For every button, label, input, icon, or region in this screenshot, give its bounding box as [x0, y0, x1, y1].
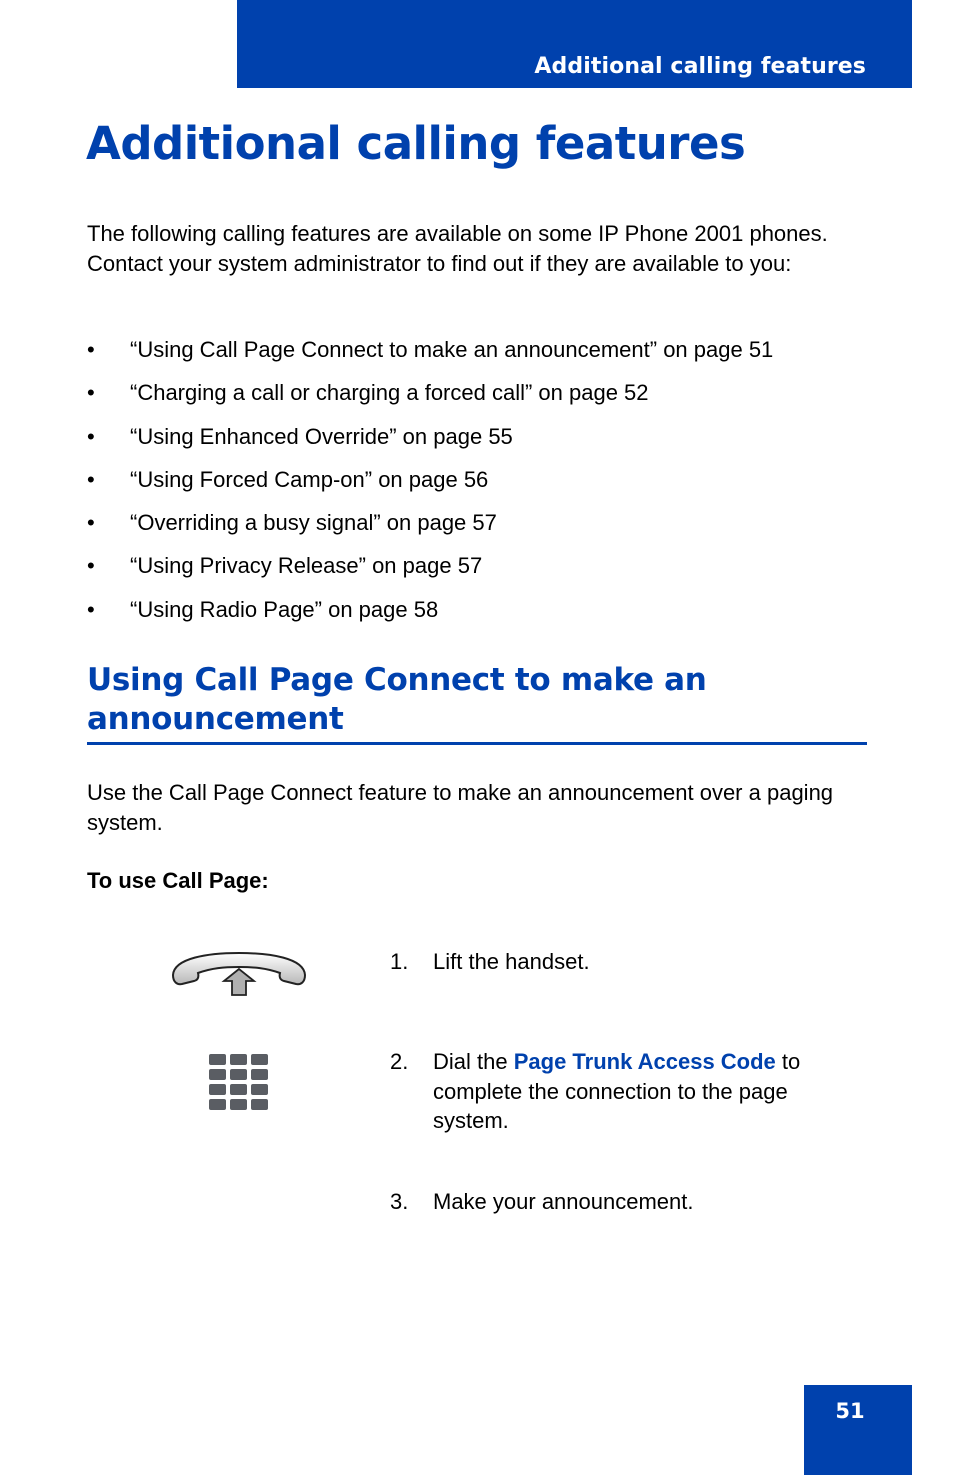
intro-paragraph: The following calling features are available on some IP Phone 2001 phones. Contact your system administrator to find out if they are available to you:: [87, 221, 828, 276]
page-number: 51: [835, 1399, 865, 1423]
step-number: 1.: [390, 949, 409, 974]
step-text-pre: Dial the: [433, 1049, 514, 1074]
feature-link[interactable]: “Using Enhanced Override” on page 55: [130, 423, 513, 449]
feature-link[interactable]: “Using Call Page Connect to make an announcement” on page 51: [130, 337, 774, 362]
section-body: Use the Call Page Connect feature to make an announcement over a paging system.: [87, 780, 834, 835]
section-divider: [87, 742, 867, 745]
section-title-line: announcement: [87, 700, 344, 737]
bullet-marker: •: [87, 553, 95, 579]
step-text-post: to complete the connection to the page system.: [433, 1049, 801, 1133]
step-text: Make your announcement.: [433, 1189, 694, 1214]
feature-list: [87, 335, 877, 638]
running-header-bar: [237, 0, 912, 88]
page-number-box: [804, 1385, 912, 1475]
step-number: 2.: [390, 1049, 409, 1074]
step-number: 3.: [390, 1189, 409, 1214]
section-title: [87, 661, 867, 738]
step-text: [433, 1047, 863, 1136]
feature-link[interactable]: “Charging a call or charging a forced call” on page 52: [130, 380, 649, 406]
list-item[interactable]: [87, 422, 877, 465]
list-item[interactable]: [87, 508, 877, 551]
feature-link[interactable]: “Using Forced Camp-on” on page 56: [130, 466, 489, 492]
list-item[interactable]: [87, 378, 877, 421]
bullet-marker: •: [87, 596, 95, 622]
procedure-title: To use Call Page:: [87, 868, 269, 893]
list-item[interactable]: [87, 551, 877, 594]
keypad-icon: [208, 1053, 270, 1113]
running-header-title: Additional calling features: [534, 54, 866, 79]
list-item[interactable]: [87, 335, 877, 378]
step-text: Lift the handset.: [433, 949, 590, 974]
bullet-marker: •: [87, 380, 95, 406]
feature-link[interactable]: “Using Radio Page” on page 58: [130, 596, 439, 622]
bullet-marker: •: [87, 466, 95, 492]
page-trunk-access-code-keyword: Page Trunk Access Code: [513, 1049, 776, 1074]
bullet-marker: •: [87, 423, 95, 449]
handset-lift-icon: [168, 948, 310, 998]
bullet-marker: •: [87, 510, 95, 536]
list-item[interactable]: [87, 595, 877, 638]
feature-link[interactable]: “Overriding a busy signal” on page 57: [130, 510, 497, 536]
list-item[interactable]: [87, 465, 877, 508]
bullet-marker: •: [87, 337, 95, 362]
feature-link[interactable]: “Using Privacy Release” on page 57: [130, 553, 483, 579]
section-title-line: Using Call Page Connect to make an: [87, 662, 707, 698]
page-title: Additional calling features: [86, 117, 746, 170]
